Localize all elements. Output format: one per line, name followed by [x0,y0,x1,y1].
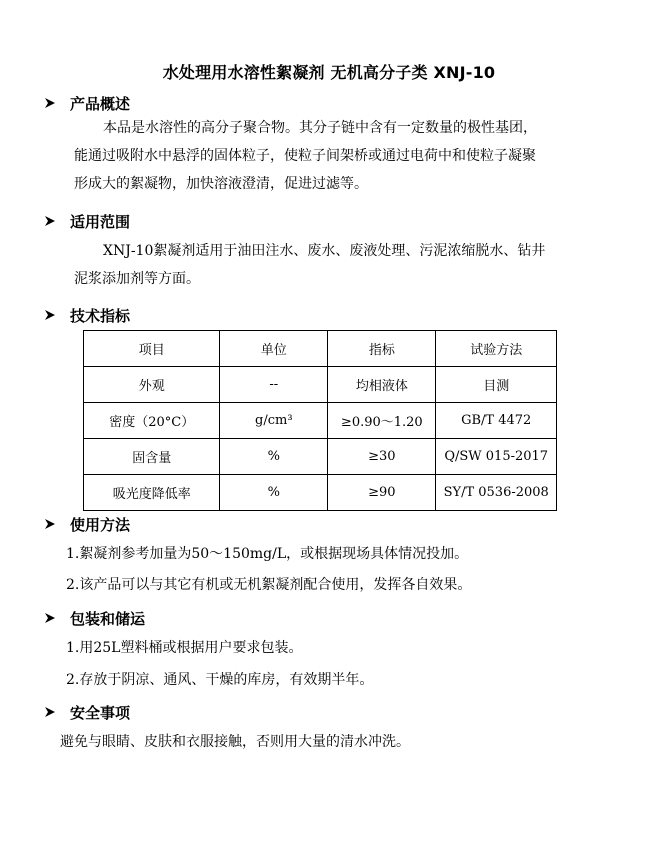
table-row [84,403,557,439]
table-cell: -- [220,367,328,403]
section-heading-label: 使用方法 [70,515,131,534]
section-heading-usage [44,514,130,534]
table-header-cell: 单位 [220,331,328,367]
table-cell: 密度（20°C） [84,403,220,439]
packaging-line-2: 2.存放于阴凉、通风、干燥的库房，有效期半年。 [66,672,374,688]
overview-line-3: 形成大的絮凝物，加快溶液澄清，促进过滤等。 [74,176,368,192]
table-cell: g/cm³ [220,403,328,439]
packaging-line-1: 1.用25L塑料桶或根据用户要求包装。 [66,640,303,656]
table-header-row [84,331,557,367]
table-cell: ≥90 [328,475,436,511]
table-cell: Q/SW 015-2017 [436,439,557,475]
section-heading-label: 适用范围 [70,212,131,231]
table-cell: ≥0.90～1.20 [328,403,436,439]
document-title: 水处理用水溶性絮凝剂 无机高分子类 XNJ-10 [162,63,496,82]
section-heading-label: 技术指标 [70,306,131,325]
table-header-cell: 项目 [84,331,220,367]
section-heading-specs [44,305,130,325]
section-heading-packaging [44,608,145,628]
table-cell: 外观 [84,367,220,403]
scope-line-1: XNJ-10絮凝剂适用于油田注水、废水、废液处理、污泥浓缩脱水、钻井 [103,243,546,259]
overview-line-2: 能通过吸附水中悬浮的固体粒子，使粒子间架桥或通过电荷中和使粒子凝聚 [74,148,536,164]
table-cell: 吸光度降低率 [84,475,220,511]
table-row [84,439,557,475]
section-heading-label: 包装和储运 [70,609,146,628]
section-heading-label: 产品概述 [70,94,131,113]
section-heading-label: 安全事项 [70,703,131,722]
table-row [84,475,557,511]
overview-line-1: 本品是水溶性的高分子聚合物。其分子链中含有一定数量的极性基团， [103,120,537,136]
table-cell: % [220,475,328,511]
safety-line-1: 避免与眼睛、皮肤和衣服接触，否则用大量的清水冲洗。 [60,734,410,750]
table-cell: GB/T 4472 [436,403,557,439]
arrow-bullet-icon [44,97,70,109]
table-cell: 固含量 [84,439,220,475]
usage-line-1: 1.絮凝剂参考加量为50～150mg/L，或根据现场具体情况投加。 [66,546,469,562]
arrow-bullet-icon [44,309,70,321]
arrow-bullet-icon [44,612,70,624]
arrow-bullet-icon [44,706,70,718]
arrow-bullet-icon [44,215,70,227]
section-heading-scope [44,211,130,231]
usage-line-2: 2.该产品可以与其它有机或无机絮凝剂配合使用，发挥各自效果。 [66,577,472,593]
section-heading-safety [44,702,130,722]
table-cell: 均相液体 [328,367,436,403]
table-header-cell: 试验方法 [436,331,557,367]
table-cell: SY/T 0536-2008 [436,475,557,511]
spec-table [83,330,557,511]
table-header-cell: 指标 [328,331,436,367]
arrow-bullet-icon [44,518,70,530]
scope-line-2: 泥浆添加剂等方面。 [74,271,200,287]
table-row [84,367,557,403]
section-heading-overview [44,93,130,113]
table-cell: % [220,439,328,475]
table-cell: ≥30 [328,439,436,475]
table-cell: 目测 [436,367,557,403]
